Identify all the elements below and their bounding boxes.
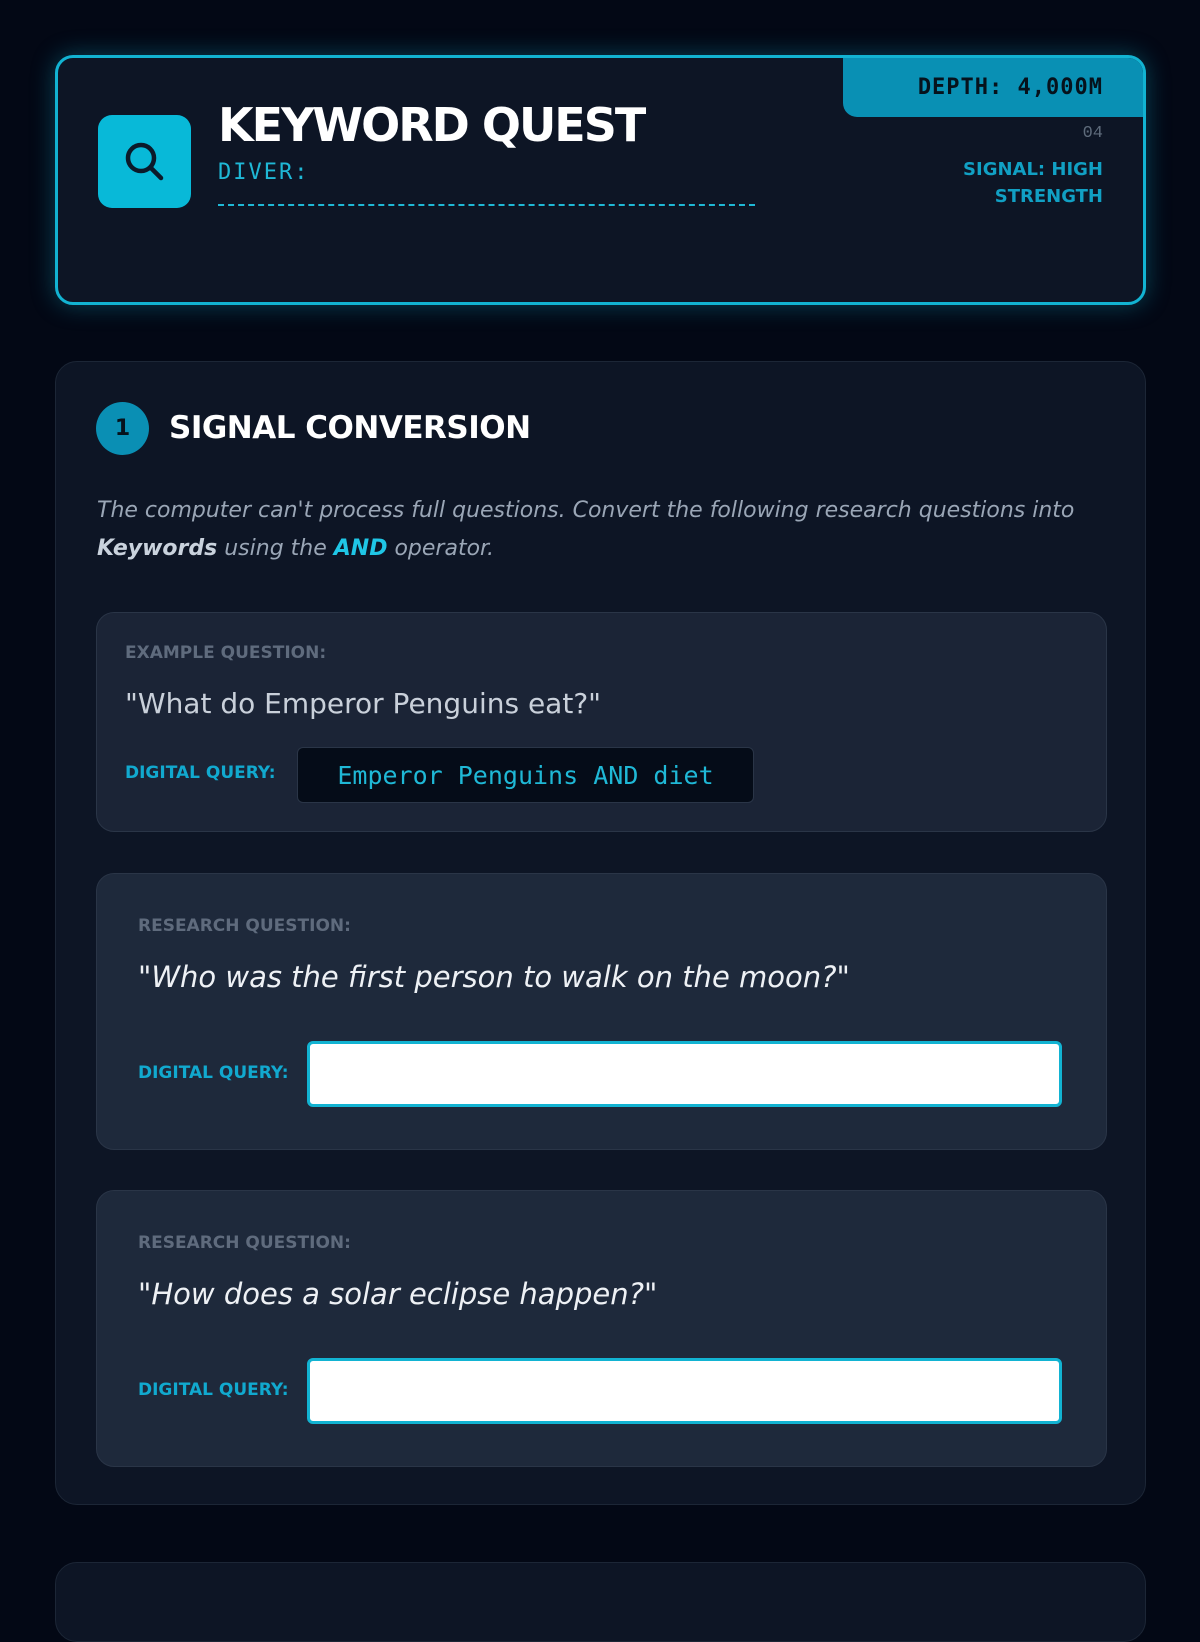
question-label: RESEARCH QUESTION:: [138, 1233, 351, 1253]
example-question: "What do Emperor Penguins eat?": [125, 687, 602, 720]
header-card: [55, 55, 1146, 305]
section-title: SIGNAL CONVERSION: [169, 410, 531, 446]
diver-name-line: [218, 204, 755, 206]
keywords-emphasis: Keywords: [97, 536, 218, 561]
page-number: 04: [1082, 124, 1103, 143]
example-box: [96, 612, 1107, 832]
step-number-badge: 1: [96, 402, 149, 455]
example-label: EXAMPLE QUESTION:: [125, 643, 327, 663]
example-query-value: Emperor Penguins AND diet: [297, 747, 754, 803]
page-title: KEYWORD QUEST: [218, 98, 645, 152]
search-icon: [121, 138, 169, 186]
instructions-text: [97, 492, 1107, 568]
example-query-label: DIGITAL QUERY:: [125, 763, 276, 783]
instructions-part1: The computer can't process full questions. Convert the following research questions into: [97, 498, 1075, 523]
depth-badge: DEPTH: 4,000M: [843, 58, 1143, 117]
digital-query-input-1[interactable]: [307, 1041, 1062, 1107]
question-text: "Who was the first person to walk on the moon?": [138, 960, 850, 994]
logo-badge: [98, 115, 191, 208]
next-section-card: [55, 1562, 1146, 1642]
instructions-part2: using the: [217, 536, 334, 561]
query-label: DIGITAL QUERY:: [138, 1380, 289, 1400]
query-label: DIGITAL QUERY:: [138, 1063, 289, 1083]
instructions-part3: operator.: [387, 536, 495, 561]
question-text: "How does a solar eclipse happen?": [138, 1277, 658, 1311]
diver-label: DIVER:: [218, 160, 310, 185]
question-card-2: [96, 1190, 1107, 1467]
question-card-1: [96, 873, 1107, 1150]
and-operator-emphasis: AND: [333, 536, 388, 561]
section-signal-conversion: [55, 361, 1146, 1505]
digital-query-input-2[interactable]: [307, 1358, 1062, 1424]
question-label: RESEARCH QUESTION:: [138, 916, 351, 936]
signal-status: SIGNAL: HIGH STRENGTH: [963, 159, 1103, 207]
